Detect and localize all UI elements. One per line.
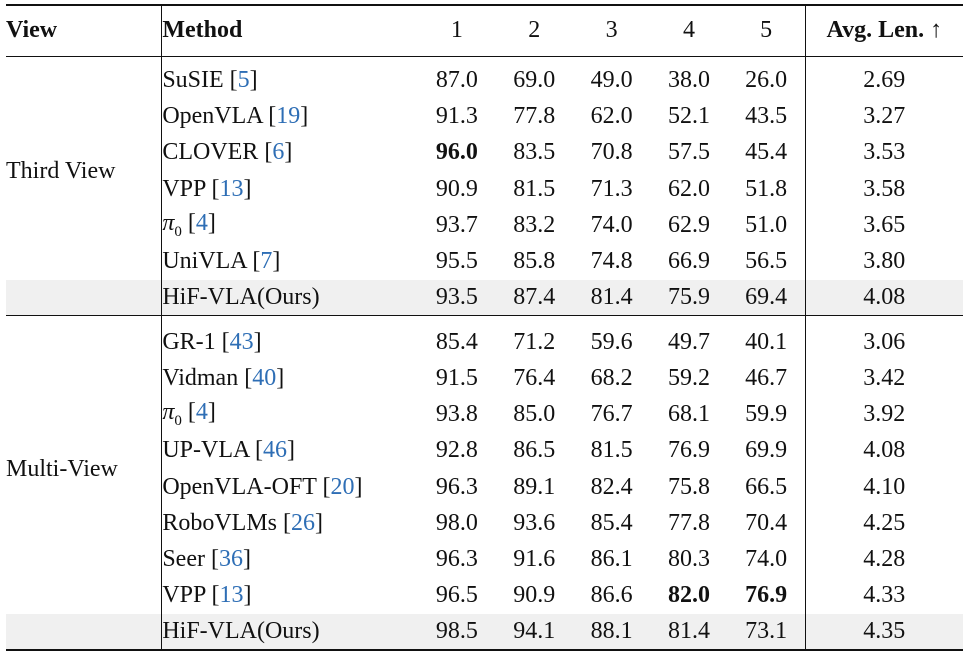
value-step-3: 74.0: [590, 211, 633, 238]
table-row-ours: [6, 280, 963, 316]
value-step-3: 81.4: [573, 280, 650, 316]
method-name: HiF-VLA(Ours): [162, 283, 320, 310]
method-name: UniVLA: [162, 248, 247, 275]
method-cell: UniVLA [7]: [162, 243, 418, 279]
value-step-4: 81.4: [650, 614, 727, 650]
value-step-4: 52.1: [668, 103, 710, 130]
citation-link[interactable]: 4: [195, 399, 208, 426]
citation-link[interactable]: 20: [330, 473, 355, 500]
value-step-2: 71.2: [513, 328, 556, 355]
value-step-5: 40.1: [745, 328, 788, 355]
method-cell: OpenVLA [19]: [162, 99, 418, 135]
header-step-2: 2: [496, 5, 573, 56]
value-step-5: 70.4: [745, 509, 788, 536]
method-cell: CLOVER [6]: [162, 135, 418, 171]
value-step-2: 81.5: [513, 175, 556, 202]
method-cell: $\pi_0$ [4]: [162, 207, 418, 243]
value-step-5: 59.9: [745, 401, 788, 428]
value-step-4: 75.9: [650, 280, 727, 316]
value-step-4: 75.8: [668, 473, 710, 500]
value-step-5: 73.1: [728, 614, 805, 650]
citation-link[interactable]: 40: [252, 365, 277, 392]
method-cell: VPP [13]: [162, 578, 418, 614]
table-row-ours: [6, 614, 963, 650]
group-third-view: [6, 56, 963, 316]
citation-link[interactable]: 26: [291, 509, 315, 536]
method-symbol: π: [162, 209, 175, 236]
value-step-4: 66.9: [668, 248, 710, 275]
value-step-1: 93.5: [418, 280, 495, 316]
value-step-2: 87.4: [496, 280, 573, 316]
method-name: SuSIE: [162, 67, 224, 94]
header-view: View: [6, 5, 162, 56]
method-cell: Vidman [40]: [162, 361, 418, 397]
value-step-3: 86.6: [590, 582, 633, 609]
value-avg-len: 3.92: [805, 397, 963, 433]
value-avg-len: 4.33: [805, 578, 963, 614]
value-step-1: 87.0: [435, 67, 478, 94]
value-step-5: 43.5: [745, 103, 788, 130]
value-step-1: 90.9: [435, 175, 478, 202]
method-name: Seer: [162, 546, 205, 573]
value-step-2: 83.5: [513, 139, 556, 166]
value-step-1: 96.0: [435, 139, 478, 166]
method-cell: UP-VLA [46]: [162, 433, 418, 469]
value-step-3: 74.8: [590, 248, 633, 275]
value-step-3: 71.3: [590, 175, 633, 202]
method-cell: [162, 614, 418, 650]
value-step-2: 76.4: [513, 365, 556, 392]
value-step-4: 38.0: [668, 67, 710, 94]
value-step-3: 88.1: [573, 614, 650, 650]
value-step-5: 69.4: [728, 280, 805, 316]
value-avg-len: 4.28: [805, 541, 963, 577]
value-avg-len: 3.58: [805, 171, 963, 207]
citation-link[interactable]: 43: [229, 328, 254, 355]
group-multi-view: [6, 316, 963, 650]
value-step-5: 66.5: [745, 473, 788, 500]
value-step-5: 69.9: [745, 437, 788, 464]
group-spacer: [6, 316, 963, 325]
value-avg-len: 3.53: [805, 135, 963, 171]
value-avg-len: 4.25: [805, 505, 963, 541]
method-subscript: 0: [174, 413, 182, 430]
view-label: Multi-View: [6, 455, 118, 482]
value-step-2: 77.8: [513, 103, 556, 130]
value-step-2: 85.8: [513, 248, 556, 275]
value-step-2: 83.2: [513, 211, 556, 238]
table-row: [6, 63, 963, 99]
value-step-4: 77.8: [668, 509, 710, 536]
header-method: Method: [162, 5, 418, 56]
value-step-1: 96.3: [435, 473, 478, 500]
value-step-3: 70.8: [590, 139, 633, 166]
citation-link[interactable]: 6: [272, 139, 285, 166]
value-step-1: 98.0: [435, 509, 478, 536]
method-cell: OpenVLA-OFT [20]: [162, 469, 418, 505]
method-name: [162, 399, 182, 430]
value-avg-len: 4.10: [805, 469, 963, 505]
method-name: VPP: [162, 582, 206, 609]
value-step-5: 51.0: [745, 211, 788, 238]
header-step-5: 5: [728, 5, 805, 56]
method-name: OpenVLA-OFT: [162, 473, 317, 500]
method-cell: GR-1 [43]: [162, 324, 418, 360]
results-table: [6, 4, 963, 651]
value-step-4: 59.2: [668, 365, 710, 392]
value-step-4: 76.9: [668, 437, 710, 464]
value-step-1: 93.7: [435, 211, 478, 238]
citation-link[interactable]: 4: [195, 209, 208, 236]
citation-link[interactable]: 13: [219, 582, 244, 609]
view-blank: [6, 280, 162, 316]
value-step-5: 56.5: [745, 248, 788, 275]
value-step-1: 95.5: [435, 248, 478, 275]
value-step-4: 82.0: [668, 582, 710, 609]
value-step-1: 98.5: [418, 614, 495, 650]
value-step-2: 85.0: [513, 401, 556, 428]
value-step-3: 59.6: [590, 328, 633, 355]
header-avg-len: Avg. Len. ↑: [805, 5, 963, 56]
method-subscript: 0: [174, 223, 182, 240]
value-step-3: 76.7: [590, 401, 633, 428]
method-name: GR-1: [162, 328, 216, 355]
method-cell: [162, 280, 418, 316]
view-label: Third View: [6, 157, 116, 184]
value-step-5: 46.7: [745, 365, 788, 392]
value-step-4: 68.1: [668, 401, 710, 428]
value-step-3: 85.4: [590, 509, 633, 536]
method-name: VPP: [162, 175, 206, 202]
value-step-1: 96.3: [435, 546, 478, 573]
value-step-3: 68.2: [590, 365, 633, 392]
citation-link[interactable]: 7: [260, 248, 273, 275]
header-row: [6, 5, 963, 56]
header-step-1: 1: [418, 5, 495, 56]
method-symbol: π: [162, 399, 175, 426]
value-step-1: 91.5: [435, 365, 478, 392]
value-avg-len: 3.42: [805, 361, 963, 397]
value-step-2: 91.6: [513, 546, 556, 573]
value-step-1: 92.8: [435, 437, 478, 464]
value-avg-len: 4.08: [805, 280, 963, 316]
value-step-2: 89.1: [513, 473, 556, 500]
method-name: [162, 209, 182, 240]
method-name: UP-VLA: [162, 437, 249, 464]
value-step-3: 81.5: [590, 437, 633, 464]
method-name: Vidman: [162, 365, 239, 392]
value-step-2: 69.0: [513, 67, 556, 94]
method-cell: Seer [36]: [162, 541, 418, 577]
value-step-4: 49.7: [668, 328, 710, 355]
method-cell: VPP [13]: [162, 171, 418, 207]
method-name: CLOVER: [162, 139, 259, 166]
value-avg-len: 3.27: [805, 99, 963, 135]
value-step-5: 76.9: [745, 582, 788, 609]
method-cell: SuSIE [5]: [162, 63, 418, 99]
method-name: RoboVLMs: [162, 509, 277, 536]
value-step-1: 96.5: [435, 582, 478, 609]
method-name: OpenVLA: [162, 103, 263, 130]
value-step-3: 86.1: [590, 546, 633, 573]
value-step-3: 49.0: [590, 67, 633, 94]
value-avg-len: 3.65: [805, 207, 963, 243]
value-step-2: 93.6: [513, 509, 556, 536]
value-avg-len: 2.69: [805, 63, 963, 99]
citation-link[interactable]: 13: [219, 175, 244, 202]
value-step-4: 62.9: [668, 211, 710, 238]
value-step-3: 82.4: [590, 473, 633, 500]
value-step-1: 91.3: [435, 103, 478, 130]
value-step-5: 45.4: [745, 139, 788, 166]
table-row: [6, 324, 963, 360]
method-cell: $\pi_0$ [4]: [162, 397, 418, 433]
value-step-4: 62.0: [668, 175, 710, 202]
value-avg-len: 4.35: [805, 614, 963, 650]
value-step-2: 94.1: [496, 614, 573, 650]
value-step-4: 80.3: [668, 546, 710, 573]
citation-link[interactable]: 46: [262, 437, 287, 464]
header-step-3: 3: [573, 5, 650, 56]
value-step-1: 85.4: [435, 328, 478, 355]
value-step-5: 74.0: [745, 546, 788, 573]
value-step-5: 26.0: [745, 67, 788, 94]
citation-link[interactable]: 5: [237, 67, 250, 94]
value-step-4: 57.5: [668, 139, 710, 166]
value-step-2: 90.9: [513, 582, 556, 609]
header-step-4: 4: [650, 5, 727, 56]
value-avg-len: 3.80: [805, 243, 963, 279]
value-avg-len: 3.06: [805, 324, 963, 360]
method-cell: RoboVLMs [26]: [162, 505, 418, 541]
value-avg-len: 4.08: [805, 433, 963, 469]
citation-link[interactable]: 19: [276, 103, 301, 130]
value-step-3: 62.0: [590, 103, 633, 130]
value-step-1: 93.8: [435, 401, 478, 428]
view-blank: [6, 614, 162, 650]
value-step-5: 51.8: [745, 175, 788, 202]
citation-link[interactable]: 36: [218, 546, 243, 573]
method-name: HiF-VLA(Ours): [162, 617, 320, 644]
value-step-2: 86.5: [513, 437, 556, 464]
